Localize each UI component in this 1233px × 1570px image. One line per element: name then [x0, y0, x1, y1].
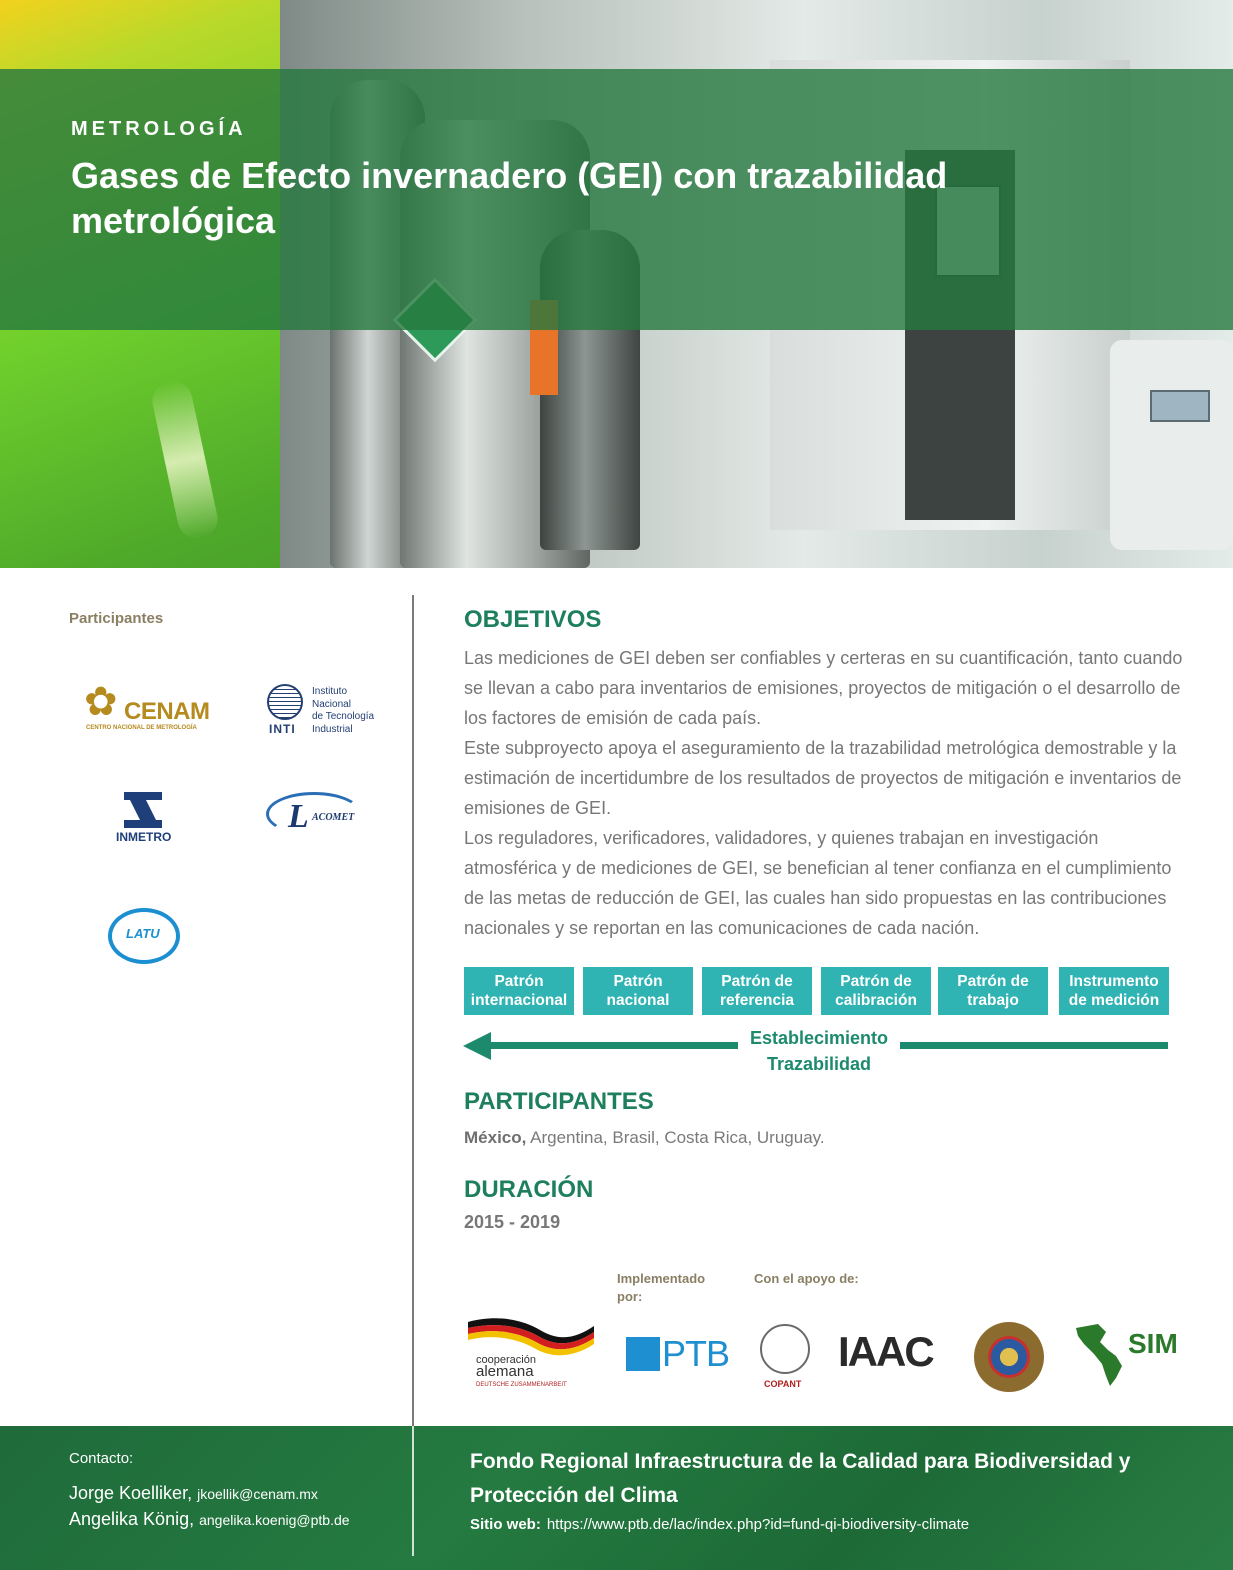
objetivos-body [464, 643, 1184, 943]
copant-emblem-icon [760, 1324, 810, 1374]
objetivos-paragraph: Este subproyecto apoya el aseguramiento de la trazabilidad metrológica demostrable y la estimación de incertidumbre de los resultados de proyectos de mitigación e inventarios de emisiones de GEI. [464, 738, 1182, 818]
sim-logo-text: SIM [1128, 1328, 1178, 1359]
ptb-emblem-icon [626, 1337, 660, 1371]
inmetro-emblem-icon [124, 792, 162, 828]
cenam-logo [82, 680, 212, 740]
support-label: Con el apoyo de: [754, 1271, 859, 1286]
inti-globe-icon [267, 684, 303, 720]
trace-arrow-label [738, 1025, 900, 1077]
trace-arrow-line [486, 1042, 738, 1049]
column-divider [412, 595, 414, 1555]
website-line [470, 1516, 969, 1533]
copant-logo-text: COPANT [764, 1379, 802, 1389]
contact-name: Jorge Koelliker, [69, 1483, 193, 1503]
inmetro-logo [108, 790, 188, 846]
inti-logo [265, 684, 385, 740]
page-eyebrow: METROLOGÍA [71, 118, 247, 140]
website-label: Sitio web: [470, 1516, 541, 1533]
trace-label-line: Trazabilidad [766, 1054, 872, 1074]
contact-email[interactable]: angelika.koenig@ptb.de [199, 1512, 350, 1528]
lab-device [1110, 340, 1233, 550]
contact-email[interactable]: jkoellik@cenam.mx [197, 1486, 318, 1502]
oas-seal-logo [974, 1322, 1044, 1392]
participantes-rest: Argentina, Brasil, Costa Rica, Uruguay. [526, 1128, 825, 1147]
latu-logo-text: LATU [126, 926, 160, 941]
copant-logo [756, 1322, 816, 1392]
contact-label: Contacto: [69, 1450, 134, 1467]
contact-entry [69, 1509, 350, 1530]
latu-logo [104, 904, 184, 968]
objetivos-heading: OBJETIVOS [464, 606, 602, 633]
objetivos-paragraph: Los reguladores, verificadores, validadores, y quienes trabajan en investigación atmosférica y de mediciones de GEI, se benefician al tener confianza en el cumplimiento de las metas de reducción de GEI, las cuales han sido propuestas en las contribuciones nacionales y se reportan en las comunicaciones de cada nación. [464, 828, 1172, 938]
trace-box-patron-trabajo: Patrón de trabajo [938, 967, 1048, 1015]
inti-logo-mark: INTI [269, 722, 296, 736]
cenam-emblem-icon: ✿ [84, 680, 118, 724]
participants-label: Participantes [69, 610, 164, 627]
oas-seal-center-icon [988, 1336, 1030, 1378]
trace-label-line: Establecimiento [749, 1028, 889, 1048]
inti-text-line: Industrial [312, 723, 353, 735]
lacomet-logo [262, 790, 372, 846]
hero-light-streak [149, 378, 221, 543]
inti-text-line: de Tecnología [312, 711, 375, 722]
participantes-heading: PARTICIPANTES [464, 1088, 654, 1115]
ptb-logo-text: PTB [662, 1333, 730, 1374]
contact-entry [69, 1483, 318, 1504]
coop-sub: DEUTSCHE ZUSAMMENARBEIT [476, 1382, 567, 1388]
footer-divider [412, 1426, 414, 1556]
fund-title: Fondo Regional Infraestructura de la Calidad para Biodiversidad y Protección del Clima [470, 1450, 1131, 1507]
website-link[interactable]: https://www.ptb.de/lac/index.php?id=fund-qi-biodiversity-climate [546, 1516, 970, 1533]
implemented-by-label: Implementado por: [617, 1271, 706, 1304]
inmetro-logo-text: INMETRO [116, 830, 172, 844]
page-title: Gases de Efecto invernadero (GEI) con trazabilidad metrológica [71, 155, 948, 241]
trace-box-patron-calibracion: Patrón de calibración [821, 967, 931, 1015]
lacomet-initial: L [288, 798, 309, 835]
participantes-list [464, 1128, 825, 1148]
german-flag-wave-icon [468, 1316, 596, 1356]
trace-box-instrumento-medicion: Instrumento de medición [1059, 967, 1169, 1015]
cenam-logo-subtitle: CENTRO NACIONAL DE METROLOGÍA [86, 725, 197, 731]
contact-name: Angelika König, [69, 1509, 195, 1529]
device-screen [1150, 390, 1210, 422]
participantes-lead: México, [464, 1128, 527, 1147]
objetivos-paragraph: Las mediciones de GEI deben ser confiables y certeras en su cuantificación, tanto cuando se llevan a cabo para inventarios de emisiones, proyectos de mitigación o el desarrollo de los factores de emisión de cada país. [464, 648, 1183, 728]
cooperacion-alemana-logo [468, 1316, 598, 1392]
trace-box-patron-internacional: Patrón internacional [464, 967, 574, 1015]
inti-logo-text [312, 686, 392, 736]
sim-logo [1070, 1320, 1178, 1392]
americas-map-icon [1072, 1322, 1132, 1388]
trace-box-patron-nacional: Patrón nacional [583, 967, 693, 1015]
duracion-heading: DURACIÓN [464, 1176, 594, 1203]
iaac-logo [838, 1328, 948, 1388]
coop-line: cooperación [476, 1354, 536, 1366]
coop-line: alemana [476, 1363, 534, 1380]
cenam-logo-text: CENAM [124, 698, 210, 725]
trace-box-patron-referencia: Patrón de referencia [702, 967, 812, 1015]
lacomet-logo-text: ACOMET [312, 812, 355, 823]
trace-arrow-line [900, 1042, 1168, 1049]
coop-logo-text [476, 1354, 536, 1378]
hero-banner [0, 0, 1233, 568]
inti-text-line: Nacional [312, 698, 351, 710]
iaac-logo-text: IAAC [838, 1328, 933, 1375]
duracion-value: 2015 - 2019 [464, 1212, 561, 1232]
inti-text-line: Instituto [312, 686, 348, 697]
ptb-logo [626, 1333, 730, 1375]
